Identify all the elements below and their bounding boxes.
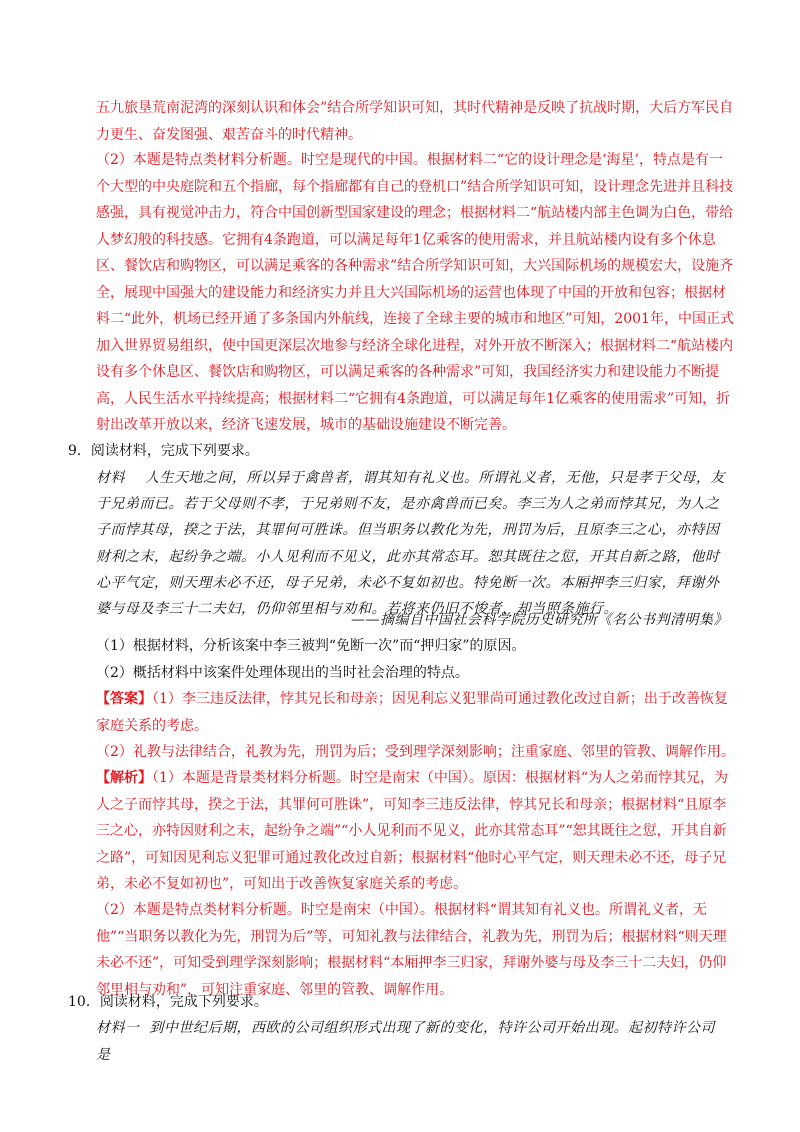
question-9-sub1: （1）根据材料，分析该案中李三被判“免断一次”而“押归家”的原因。: [96, 638, 526, 654]
answer-continuation-para2: （2）本题是特点类材料分析题。时空是现代的中国。根据材料二“它的设计理念是‘海星’，特点是有一个大型的中央庭院和五个指廊，每个指廊都有自己的登机口”结合所学知识可知，设计理念先进并且科技感强，具有视觉冲击力，符合中国创新型国家建设的理念；根据材料二“航站楼内部主色调为白色，带给人梦幻般的科技感。它拥有4条跑道，可以满足每年1亿乘客的使用需求，并且航站楼内设有多个休息区、餐饮店和购物区，可以满足乘客的各种需求”结合所学知识可知，大兴国际机场的规模宏大，设施齐全，展现中国强大的建设能力和经济实力并且大兴国际机场的运营也体现了中国的开放和包容；根据材料二“此外，机场已经开通了多条国内外航线，连接了全球主要的城市和地区”可知，2001年，中国正式加入世界贸易组织，使中国更深层次地参与经济全球化进程，对外开放不断深入；根据材料二“航站楼内设有多个休息区、餐饮店和购物区，可以满足乘客的各种需求”可知，我国经济实力和建设能力不断提高，人民生活水平持续提高；根据材料二“它拥有4条跑道，可以满足每年1亿乘客的使用需求”可知，折射出改革开放以来，经济飞速发展，城市的基础设施建设不断完善。: [96, 152, 734, 433]
question-9-material: [96, 465, 728, 622]
answer-tag: 【答案】: [96, 691, 152, 707]
question-number: 10．: [68, 994, 100, 1010]
question-9-sub2: （2）概括材料中该案件处理体现出的当时社会治理的特点。: [96, 665, 469, 681]
answer-continuation-para1: 五九旅垦荒南泥湾的深刻认识和体会”结合所学知识可知，其时代精神是反映了抗战时期，大后方军民自力更生、奋发图强、艰苦奋斗的时代精神。: [96, 100, 734, 143]
answer-1: （1）李三违反法律，悖其兄长和母亲；因见利忘义犯罪尚可通过教化改过自新；出于改善恢复家庭关系的考虑。: [96, 691, 728, 734]
analysis-tag: 【解析】: [96, 770, 152, 786]
material-text: 人生天地之间，所以异于禽兽者，谓其知有礼义也。所谓礼义者，无他，只是孝于父母，友于兄弟而已。若于父母则不孝，于兄弟则不友，是亦禽兽而已矣。李三为人之弟而悖其兄，为人之子而悖其母，揆之于法，其罪何可胜诛。但当职务以教化为先，刑罚为后，且原李三之心，亦特因财利之末，起纷争之端。小人见利而不见义，此亦其常态耳。恕其既往之愆，开其自新之路，他时心平气定，则天理未必不还，母子兄弟，未必不复如初也。特免断一次。本厢押李三归家，拜谢外婆与母及李三十二夫妇，仍仰邻里相与劝和。若将来仍旧不悛者，却当照条施行。: [96, 470, 725, 618]
answer-2: （2）礼教与法律结合，礼教为先，刑罚为后；受到理学深刻影响；注重家庭、邻里的管教、调解作用。: [96, 744, 735, 760]
answer-block: [96, 686, 736, 739]
material-label: 材料: [96, 470, 125, 486]
question-10-material: [96, 1015, 728, 1068]
question-9-prompt: 9．阅读材料，完成下列要求。: [68, 443, 259, 459]
question-number: 9．: [68, 443, 91, 459]
question-10-prompt: 10．阅读材料，完成下列要求。: [68, 994, 268, 1010]
material-source: ——摘编自中国社会科学院历史研究所《名公书判清明集》: [351, 612, 728, 628]
material-label: 材料一: [96, 1020, 140, 1036]
analysis-block: [96, 765, 736, 898]
material-text: 到中世纪后期，西欧的公司组织形式出现了新的变化，特许公司开始出现。起初特许公司是: [96, 1020, 715, 1063]
analysis-2: （2）本题是特点类材料分析题。时空是南宋（中国）。根据材料“谓其知有礼义也。所谓礼义者，无他”“当职务以教化为先，刑罚为后”等，可知礼教与法律结合，礼教为先，刑罚为后；根据材料“则天理未必不还”，可知受到理学深刻影响；根据材料“本厢押李三归家，拜谢外婆与母及李三十二夫妇，仍仰邻里相与劝和”，可知注重家庭、邻里的管教、调解作用。: [96, 902, 727, 998]
analysis-1: （1）本题是背景类材料分析题。时空是南宋（中国）。原因：根据材料“为人之弟而悖其兄，为人之子而悖其母，揆之于法，其罪何可胜诛”，可知李三违反法律，悖其兄长和母亲；根据材料“且原李三之心，亦特因财利之末，起纷争之端”“小人见利而不见义，此亦其常态耳”“恕其既往之愆，开其自新之路”，可知因见利忘义犯罪可通过教化改过自新；根据材料“他时心平气定，则天理未必不还，母子兄弟，未必不复如初也”，可知出于改善恢复家庭关系的考虑。: [96, 770, 729, 892]
